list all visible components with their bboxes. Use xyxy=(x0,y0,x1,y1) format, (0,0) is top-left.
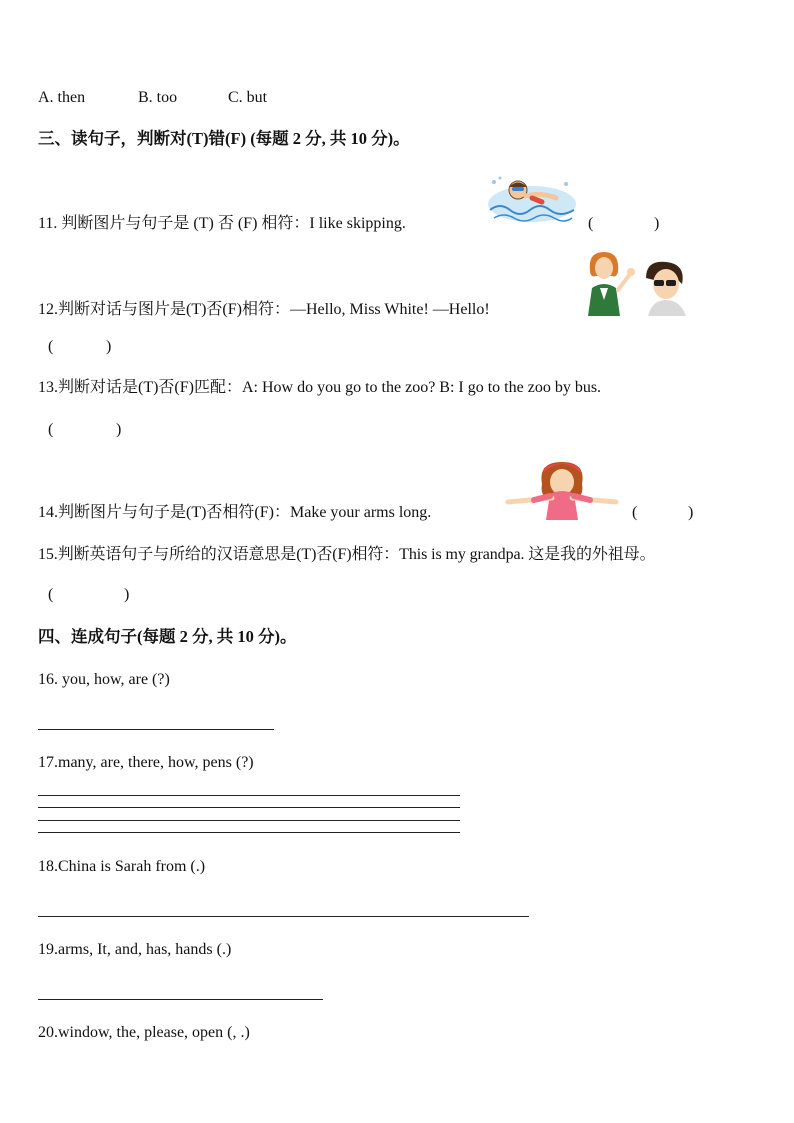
section4-heading: 四、连成句子(每题 2 分, 共 10 分)。 xyxy=(38,627,297,646)
option-b: B. too xyxy=(138,89,178,106)
answer-paren-close-12: ) xyxy=(106,338,112,355)
greeting-people-image xyxy=(582,248,696,318)
answer-paren-open-11: ( xyxy=(588,215,594,232)
answer-paren-open-14: ( xyxy=(632,504,638,521)
swimming-boy-image xyxy=(486,172,578,228)
girl-arms-out-image xyxy=(504,458,620,522)
answer-line-18[interactable] xyxy=(38,916,529,917)
question-13: 13.判断对话是(T)否(F)匹配：A: How do you go to the zoo? B: I go to the zoo by bus. xyxy=(38,379,602,396)
question-12: 12.判断对话与图片是(T)否(F)相符：—Hello, Miss White! —Hello! xyxy=(38,301,490,318)
option-c: C. but xyxy=(228,89,268,106)
answer-paren-close-11: ) xyxy=(654,215,660,232)
answer-paren-open-15: ( xyxy=(48,586,54,603)
answer-paren-close-14: ) xyxy=(688,504,694,521)
question-20: 20.window, the, please, open (, .) xyxy=(38,1024,250,1041)
answer-paren-close-13: ) xyxy=(116,421,122,438)
answer-line-19[interactable] xyxy=(38,999,323,1000)
answer-line-17c[interactable] xyxy=(38,820,460,821)
answer-line-16[interactable] xyxy=(38,729,274,730)
section3-heading: 三、读句子，判断对(T)错(F) (每题 2 分, 共 10 分)。 xyxy=(38,129,410,148)
answer-line-17a[interactable] xyxy=(38,795,460,796)
question-17: 17.many, are, there, how, pens (?) xyxy=(38,754,254,771)
question-16: 16. you, how, are (?) xyxy=(38,671,170,688)
answer-line-17b[interactable] xyxy=(38,807,460,808)
question-14: 14.判断图片与句子是(T)否相符(F)：Make your arms long. xyxy=(38,504,432,521)
answer-paren-close-15: ) xyxy=(124,586,130,603)
question-15: 15.判断英语句子与所给的汉语意思是(T)否(F)相符：This is my grandpa. 这是我的外祖母。 xyxy=(38,546,656,563)
question-19: 19.arms, It, and, has, hands (.) xyxy=(38,941,232,958)
question-18: 18.China is Sarah from (.) xyxy=(38,858,206,875)
option-a: A. then xyxy=(38,89,86,106)
question-11: 11. 判断图片与句子是 (T) 否 (F) 相符：I like skipping. xyxy=(38,215,406,232)
answer-paren-open-12: ( xyxy=(48,338,54,355)
answer-paren-open-13: ( xyxy=(48,421,54,438)
answer-line-17d[interactable] xyxy=(38,832,460,833)
